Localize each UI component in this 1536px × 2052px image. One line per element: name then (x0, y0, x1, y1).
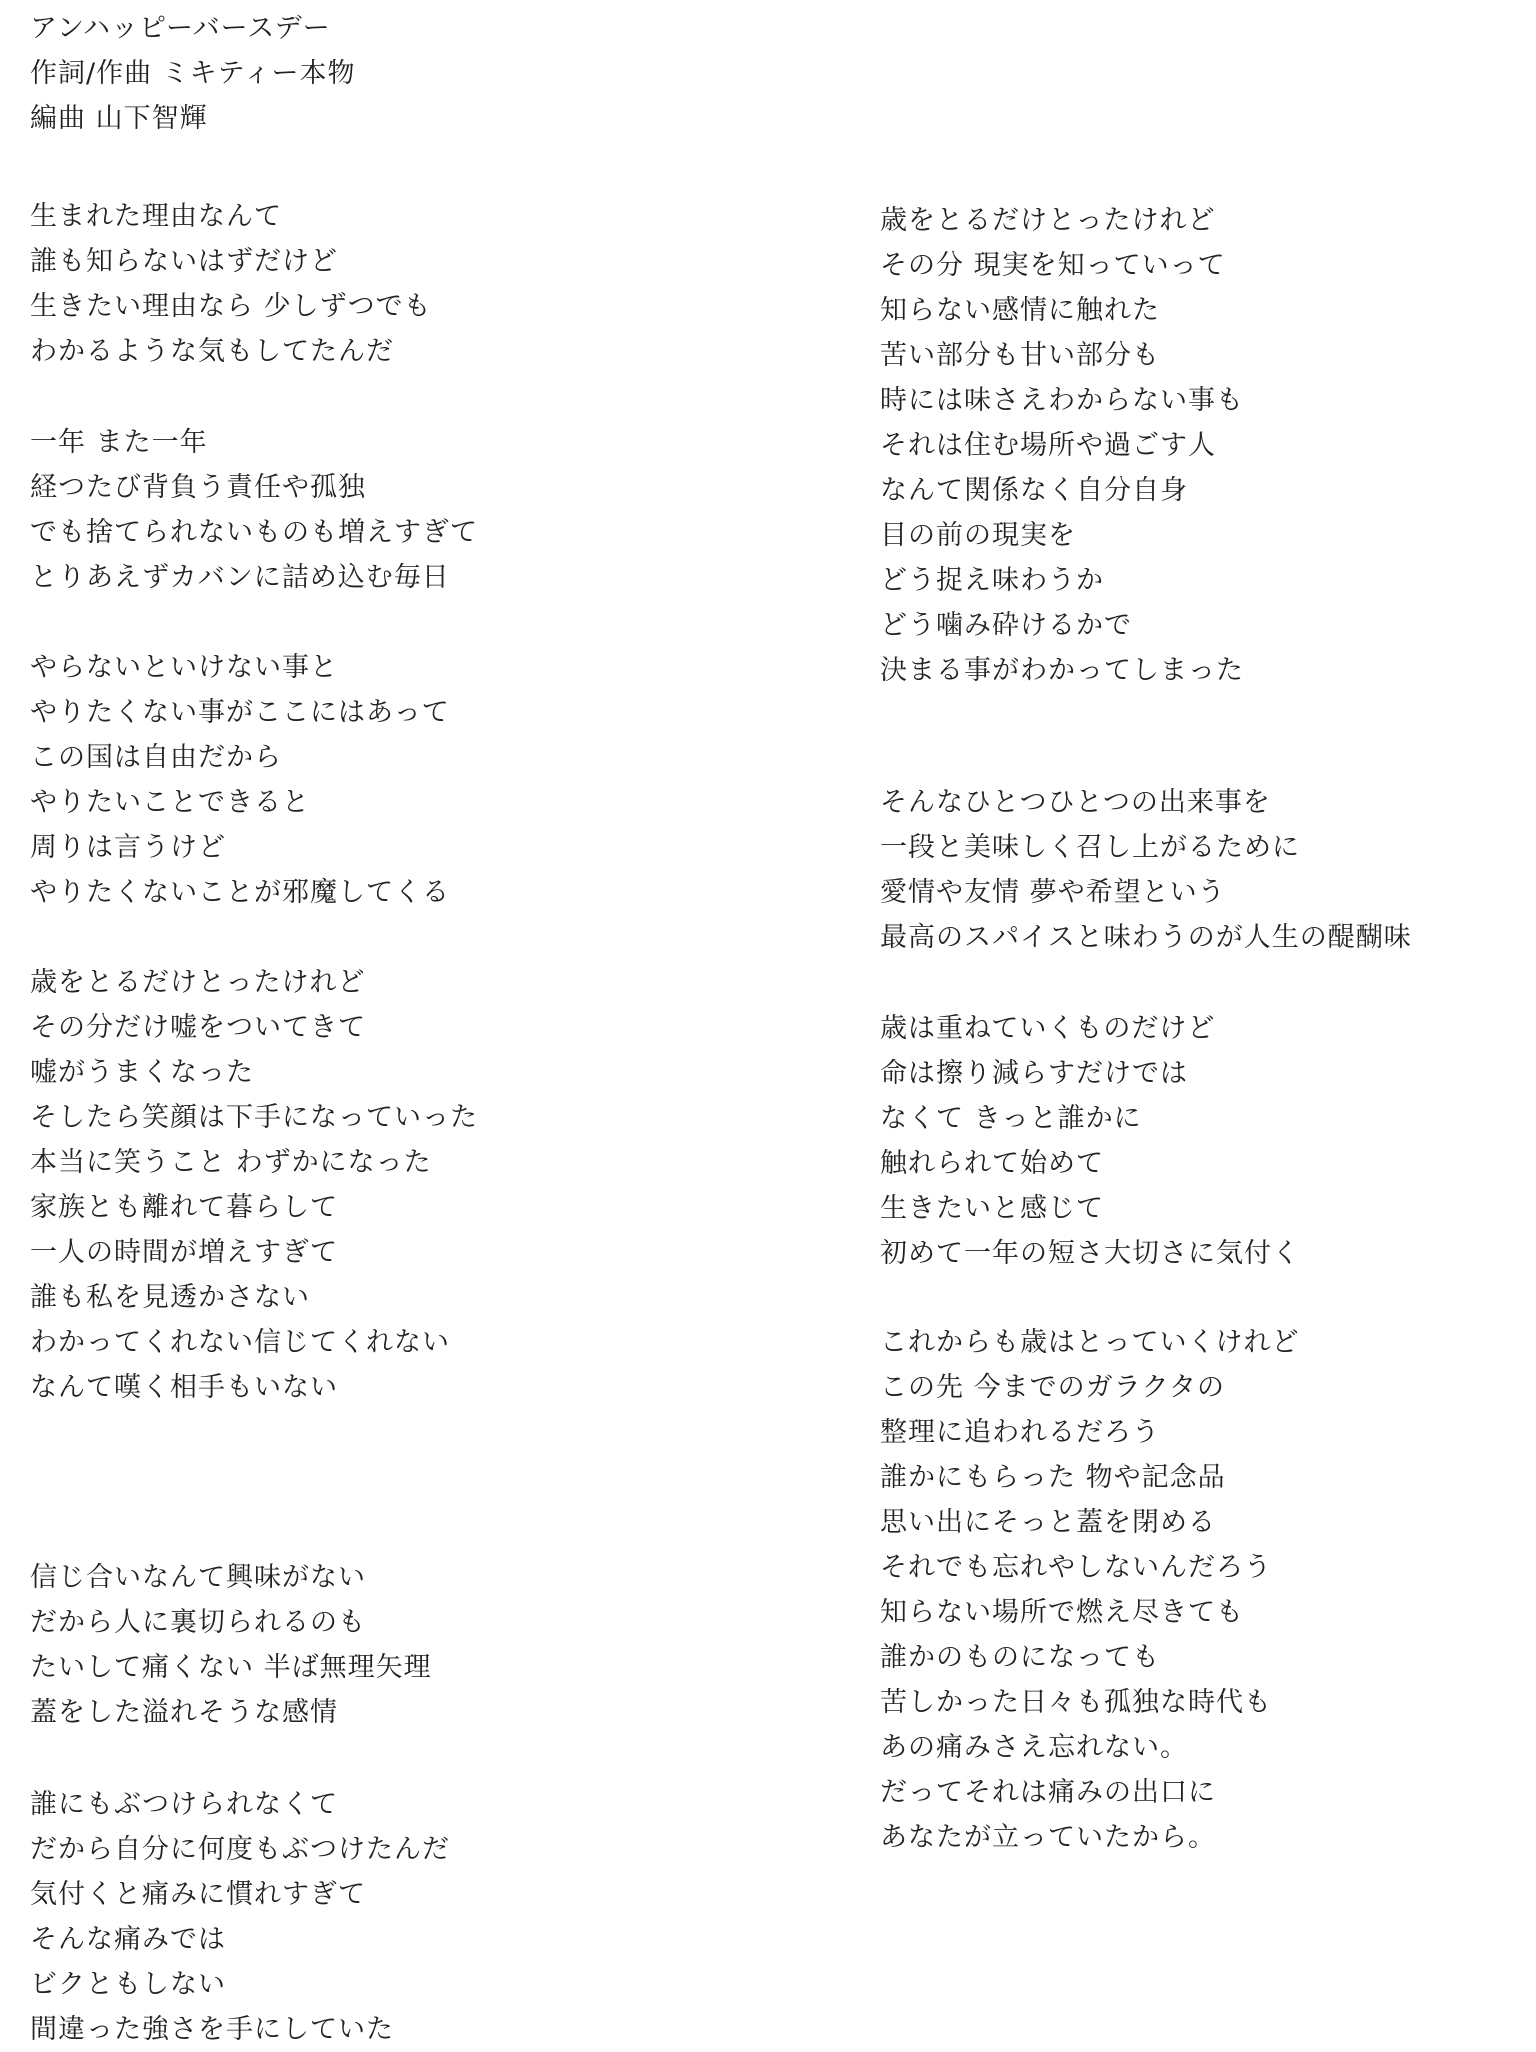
song-title: アンハッピーバースデー (30, 13, 331, 44)
lyric-line: そんな痛みでは (30, 1924, 226, 1955)
lyric-line: 時には味さえわからない事も (880, 385, 1244, 416)
lyric-line: 触れられて始めて (880, 1148, 1104, 1179)
lyric-line: 生まれた理由なんて (30, 201, 282, 232)
lyric-line: 誰にもぶつけられなくて (30, 1789, 338, 1820)
lyric-line: 思い出にそっと蓋を閉める (880, 1507, 1216, 1538)
lyric-line: ビクともしない (30, 1969, 226, 2000)
lyric-line: 知らない場所で燃え尽きても (880, 1597, 1244, 1628)
lyric-line: それは住む場所や過ごす人 (880, 430, 1216, 461)
lyric-line: 歳をとるだけとったけれど (30, 967, 366, 998)
lyric-line: あなたが立っていたから。 (880, 1822, 1216, 1853)
lyric-line: 本当に笑うこと わずかになった (30, 1147, 432, 1178)
lyric-line: だから人に裏切られるのも (30, 1607, 366, 1638)
lyric-line: どう捉え味わうか (880, 565, 1104, 596)
lyric-line: 気付くと痛みに慣れすぎて (30, 1879, 366, 1910)
lyric-line: 誰かにもらった 物や記念品 (880, 1462, 1226, 1493)
lyric-line: なくて きっと誰かに (880, 1103, 1142, 1134)
lyric-line: 蓋をした溢れそうな感情 (30, 1697, 338, 1728)
lyric-line: 誰かのものになっても (880, 1642, 1160, 1673)
lyric-line: その分 現実を知っていって (880, 250, 1226, 281)
lyric-line: どう噛み砕けるかで (880, 610, 1132, 641)
lyric-line: そんなひとつひとつの出来事を (880, 787, 1271, 818)
lyric-line: 一人の時間が増えすぎて (30, 1237, 338, 1268)
lyric-line: とりあえずカバンに詰め込む毎日 (30, 562, 450, 593)
lyric-line: やりたくないことが邪魔してくる (30, 877, 450, 908)
songwriter-credit: 作詞/作曲 ミキティー本物 (30, 58, 356, 89)
lyric-line: そしたら笑顔は下手になっていった (30, 1102, 478, 1133)
lyric-line: この国は自由だから (30, 742, 282, 773)
lyric-line: 命は擦り減らすだけでは (880, 1058, 1188, 1089)
lyric-line: 愛情や友情 夢や希望という (880, 877, 1226, 908)
lyric-line: それでも忘れやしないんだろう (880, 1552, 1272, 1583)
lyric-line: やりたいことできると (30, 787, 310, 818)
lyric-line: この先 今までのガラクタの (880, 1372, 1226, 1403)
lyric-line: でも捨てられないものも増えすぎて (30, 517, 478, 548)
lyric-line: 歳をとるだけとったけれど (880, 205, 1216, 236)
lyric-line: 初めて一年の短さ大切さに気付く (880, 1238, 1300, 1269)
lyric-line: 生きたいと感じて (880, 1193, 1104, 1224)
lyric-line: 整理に追われるだろう (880, 1417, 1160, 1448)
lyric-line: やりたくない事がここにはあって (30, 697, 450, 728)
lyric-line: 周りは言うけど (30, 832, 226, 863)
lyric-line: 一段と美味しく召し上がるために (880, 832, 1300, 863)
lyric-line: 苦しかった日々も孤独な時代も (880, 1687, 1272, 1718)
lyric-line: 目の前の現実を (880, 520, 1076, 551)
arrangement-credit: 編曲 山下智輝 (30, 103, 208, 134)
lyric-line: 誰も私を見透かさない (30, 1282, 310, 1313)
lyric-line: だってそれは痛みの出口に (880, 1777, 1216, 1808)
lyric-line: わかるような気もしてたんだ (30, 336, 394, 367)
lyric-line: 間違った強さを手にしていた (30, 2014, 394, 2045)
lyric-line: 歳は重ねていくものだけど (880, 1013, 1216, 1044)
lyric-line: その分だけ嘘をついてきて (30, 1012, 366, 1043)
lyric-line: あの痛みさえ忘れない。 (880, 1732, 1188, 1763)
lyric-line: 誰も知らないはずだけど (30, 246, 338, 277)
lyric-line: 経つたび背負う責任や孤独 (30, 472, 366, 503)
lyric-line: たいして痛くない 半ば無理矢理 (30, 1652, 432, 1683)
lyric-line: 苦い部分も甘い部分も (880, 340, 1160, 371)
lyric-line: 生きたい理由なら 少しずつでも (30, 291, 432, 322)
lyric-line: やらないといけない事と (30, 652, 338, 683)
lyric-line: なんて嘆く相手もいない (30, 1372, 338, 1403)
lyric-line: 家族とも離れて暮らして (30, 1192, 338, 1223)
lyric-line: 最高のスパイスと味わうのが人生の醍醐味 (880, 922, 1412, 953)
lyric-line: 決まる事がわかってしまった (880, 655, 1244, 686)
lyric-line: 一年 また一年 (30, 427, 208, 458)
lyric-line: これからも歳はとっていくけれど (880, 1327, 1300, 1358)
lyric-line: なんて関係なく自分自身 (880, 475, 1188, 506)
lyric-line: わかってくれない信じてくれない (30, 1327, 450, 1358)
lyric-line: 信じ合いなんて興味がない (30, 1562, 366, 1593)
lyric-line: 嘘がうまくなった (30, 1057, 254, 1088)
lyric-line: だから自分に何度もぶつけたんだ (30, 1834, 450, 1865)
lyric-line: 知らない感情に触れた (880, 295, 1160, 326)
